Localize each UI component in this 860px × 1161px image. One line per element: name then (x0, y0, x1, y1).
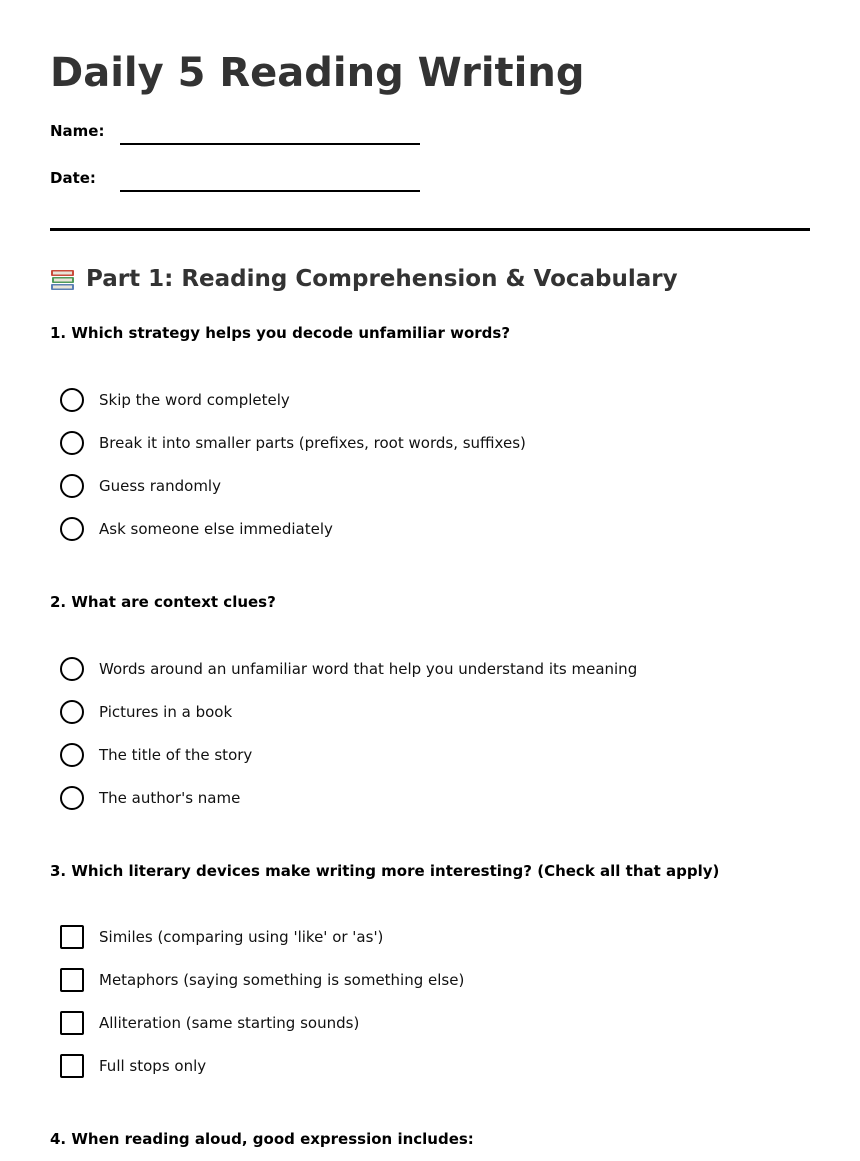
date-label: Date: (50, 169, 96, 187)
option-label: Full stops only (99, 1057, 207, 1075)
option-3b[interactable] (60, 967, 464, 993)
date-field[interactable] (120, 190, 420, 192)
option-label: Metaphors (saying something is something else) (99, 971, 465, 989)
radio-button[interactable] (60, 388, 84, 412)
option-1b[interactable] (60, 430, 526, 456)
option-label: Words around an unfamiliar word that help you understand its meaning (99, 660, 638, 678)
name-field[interactable] (120, 143, 420, 145)
radio-button[interactable] (60, 700, 84, 724)
option-3a[interactable] (60, 924, 383, 950)
question-4: 4. When reading aloud, good expression includes: (50, 1130, 474, 1148)
option-label: Ask someone else immediately (99, 520, 333, 538)
radio-button[interactable] (60, 657, 84, 681)
option-label: Alliteration (same starting sounds) (99, 1014, 360, 1032)
checkbox[interactable] (60, 1054, 84, 1078)
option-label: Skip the word completely (99, 391, 290, 409)
option-3c[interactable] (60, 1010, 359, 1036)
checkbox[interactable] (60, 925, 84, 949)
option-2a[interactable] (60, 656, 637, 682)
header-divider (50, 228, 810, 231)
radio-button[interactable] (60, 743, 84, 767)
name-label: Name: (50, 122, 105, 140)
radio-button[interactable] (60, 431, 84, 455)
checkbox[interactable] (60, 968, 84, 992)
option-2c[interactable] (60, 742, 252, 768)
section-title: Part 1: Reading Comprehension & Vocabulary (86, 266, 678, 292)
option-label: Pictures in a book (99, 703, 233, 721)
page-title: Daily 5 Reading Writing (50, 50, 585, 96)
option-1a[interactable] (60, 387, 290, 413)
checkbox[interactable] (60, 1011, 84, 1035)
option-label: The title of the story (99, 746, 253, 764)
option-2b[interactable] (60, 699, 232, 725)
question-2: 2. What are context clues? (50, 593, 276, 611)
option-1d[interactable] (60, 516, 333, 542)
radio-button[interactable] (60, 786, 84, 810)
books-icon (50, 266, 76, 292)
option-label: The author's name (99, 789, 241, 807)
radio-button[interactable] (60, 474, 84, 498)
option-1c[interactable] (60, 473, 221, 499)
option-3d[interactable] (60, 1053, 206, 1079)
question-3: 3. Which literary devices make writing more interesting? (Check all that apply) (50, 862, 720, 880)
option-label: Guess randomly (99, 477, 221, 495)
option-label: Similes (comparing using 'like' or 'as') (99, 928, 384, 946)
radio-button[interactable] (60, 517, 84, 541)
option-label: Break it into smaller parts (prefixes, root words, suffixes) (99, 434, 526, 452)
section-heading (50, 266, 678, 292)
option-2d[interactable] (60, 785, 240, 811)
question-1: 1. Which strategy helps you decode unfamiliar words? (50, 324, 511, 342)
